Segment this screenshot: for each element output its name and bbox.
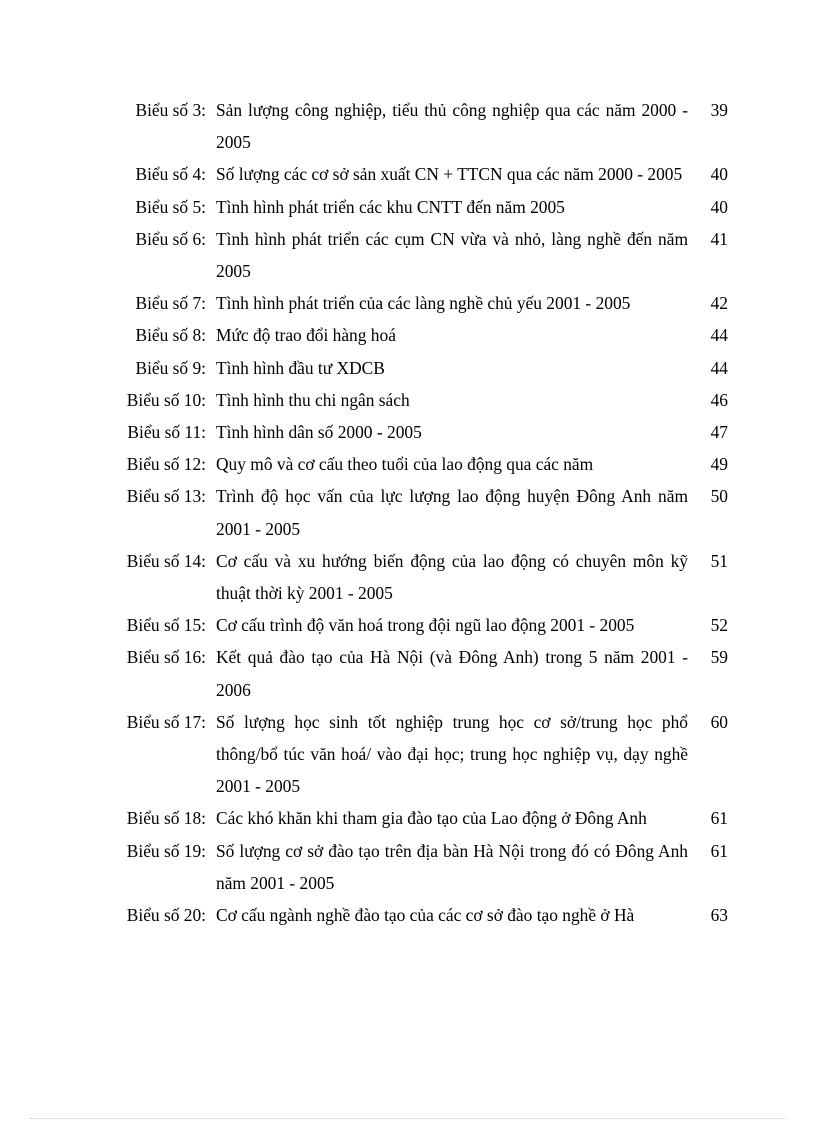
entry-label: Biểu số 17: [126,711,206,732]
entry-page-number: 40 [710,164,728,185]
entry-label: Biểu số 5: [135,196,206,217]
toc-entry [112,545,732,609]
entry-page-number: 59 [710,647,728,668]
entry-title: Cơ cấu và xu hướng biến động của lao động có chuyên môn kỹ thuật thời kỳ 2001 - 2005 [216,550,688,604]
entry-title: Sản lượng công nghiệp, tiểu thủ công nghiệp qua các năm 2000 - 2005 [216,100,688,153]
toc-entry [112,641,732,705]
toc-entry [112,223,732,287]
toc-entry [112,416,732,448]
entry-page-number: 44 [710,357,728,378]
entry-title: Tình hình phát triển các cụm CN vừa và nhỏ, làng nghề đến năm 2005 [216,228,688,282]
entry-page-number: 41 [710,228,728,249]
entry-page-number: 52 [710,615,728,636]
toc-entry [112,287,732,319]
entry-label: Biểu số 16: [126,647,206,668]
entry-label: Biểu số 10: [126,389,206,410]
toc-entry [112,352,732,384]
toc-entry [112,835,732,899]
entry-title: Trình độ học vấn của lực lượng lao động huyện Đông Anh năm 2001 - 2005 [216,486,688,539]
toc-entry [112,448,732,480]
toc-entry [112,191,732,223]
entry-label: Biểu số 14: [126,550,206,571]
entry-title: Kết quả đào tạo của Hà Nội (và Đông Anh) trong 5 năm 2001 - 2006 [216,647,688,700]
entry-label: Biểu số 7: [135,293,206,314]
entry-label: Biểu số 19: [126,840,206,861]
entry-page-number: 61 [710,840,728,861]
entry-title: Số lượng học sinh tốt nghiệp trung học cơ sở/trung học phổ thông/bổ túc văn hoá/ vào đại học; trung học nghiệp vụ, dạy nghề 2001 - 2005 [216,711,688,797]
entry-page-number: 42 [710,293,728,314]
entry-label: Biểu số 8: [135,325,206,346]
toc-entry [112,609,732,641]
entry-title: Cơ cấu ngành nghề đào tạo của các cơ sở đào tạo nghề ở Hà [216,905,635,926]
entry-label: Biểu số 12: [126,454,206,475]
entry-title: Tình hình đầu tư XDCB [216,357,385,378]
entry-label: Biểu số 3: [135,100,206,120]
toc-entry [112,384,732,416]
entry-page-number: 47 [710,422,728,443]
toc-entry [112,94,732,158]
toc-entry [112,158,732,190]
entry-title: Tình hình dân số 2000 - 2005 [216,422,422,443]
entry-title: Các khó khăn khi tham gia đào tạo của Lao động ở Đông Anh [216,808,647,829]
entry-title: Số lượng cơ sở đào tạo trên địa bàn Hà Nội trong đó có Đông Anh năm 2001 - 2005 [216,840,688,893]
entry-page-number: 46 [710,389,728,410]
entry-label: Biểu số 20: [126,905,206,926]
table-of-figures [112,94,732,931]
entry-title: Quy mô và cơ cấu theo tuổi của lao động qua các năm [216,454,594,475]
entry-page-number: 63 [710,905,728,926]
entry-title: Tình hình phát triển các khu CNTT đến năm 2005 [216,196,565,217]
entry-label: Biểu số 9: [135,357,206,378]
entry-page-number: 51 [710,550,728,571]
entry-page-number: 61 [710,808,728,829]
page-bottom-divider [30,1118,786,1119]
toc-entry [112,319,732,351]
toc-entry [112,480,732,544]
toc-entry [112,802,732,834]
entry-title: Tình hình phát triển của các làng nghề chủ yếu 2001 - 2005 [216,293,631,314]
entry-title: Số lượng các cơ sở sản xuất CN + TTCN qua các năm 2000 - 2005 [216,164,683,185]
entry-label: Biểu số 13: [126,486,206,507]
entry-label: Biểu số 11: [127,422,206,443]
entry-label: Biểu số 18: [126,808,206,829]
entry-title: Tình hình thu chi ngân sách [216,389,410,410]
entry-label: Biểu số 4: [135,164,206,185]
entry-page-number: 40 [710,196,728,217]
entry-page-number: 60 [710,711,728,732]
entry-page-number: 49 [710,454,728,475]
entry-title: Mức độ trao đổi hàng hoá [216,325,396,346]
entry-page-number: 50 [710,486,728,507]
entry-page-number: 39 [710,100,728,120]
entry-page-number: 44 [710,325,728,346]
toc-entry [112,899,732,931]
entry-label: Biểu số 6: [135,228,206,249]
toc-entry [112,706,732,803]
entry-title: Cơ cấu trình độ văn hoá trong đội ngũ lao động 2001 - 2005 [216,615,635,636]
entry-label: Biểu số 15: [126,615,206,636]
